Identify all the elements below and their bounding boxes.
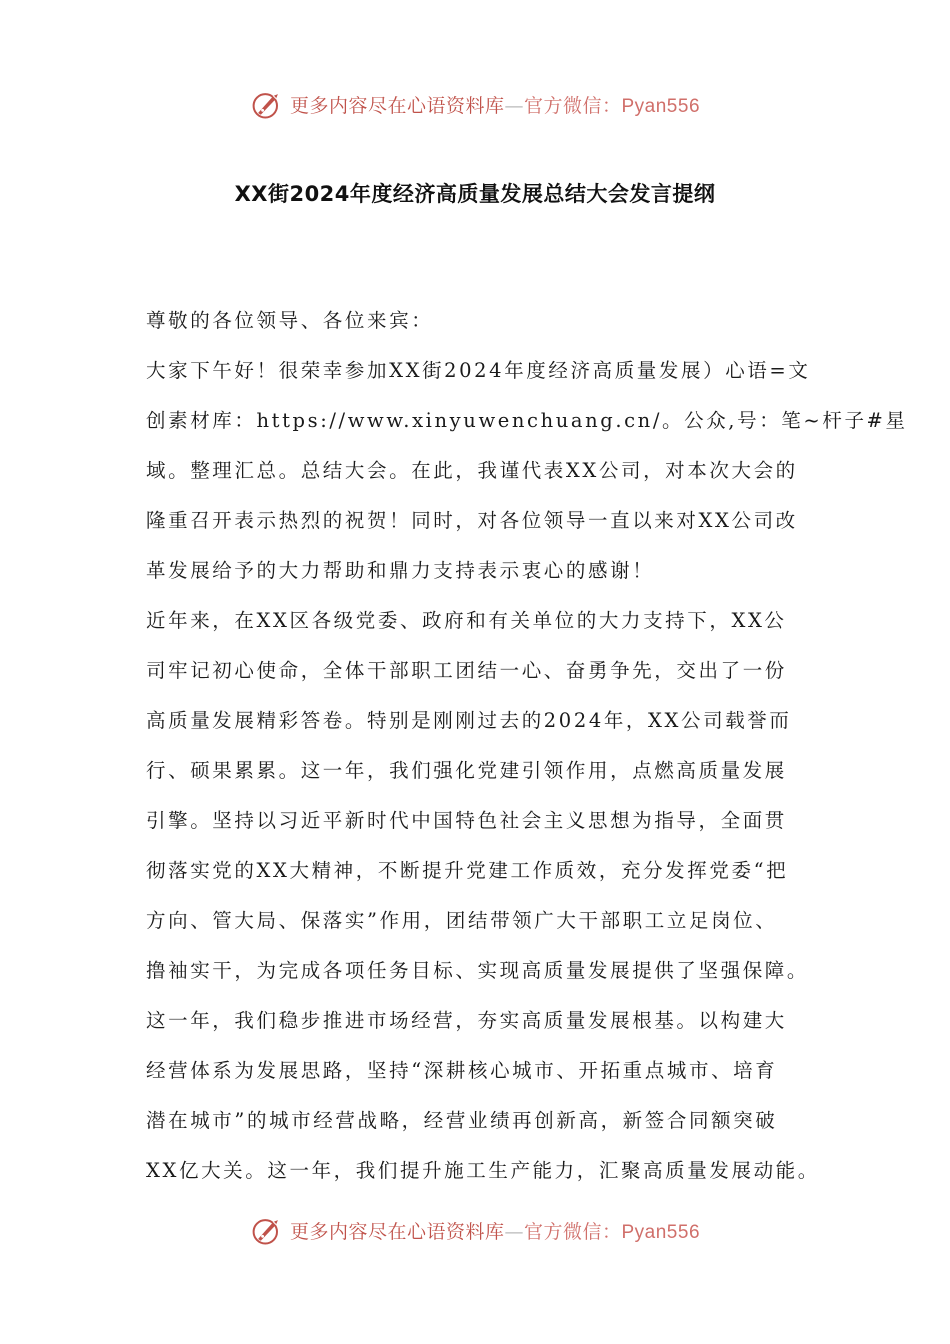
banner-dash: — — [504, 1220, 524, 1243]
body-line: 这一年，我们稳步推进市场经营，夯实高质量发展根基。以构建大 — [146, 1009, 787, 1032]
body-line: 行、硕果累累。这一年，我们强化党建引领作用，点燃高质量发展 — [146, 759, 787, 782]
pen-nib-logo-icon — [250, 1212, 286, 1248]
document-title: XX街2024年度经济高质量发展总结大会发言提纲 — [234, 182, 716, 206]
footer-watermark-banner — [0, 1208, 950, 1252]
banner-wechat-label: 官方微信： — [523, 94, 622, 117]
body-line: 引擎。坚持以习近平新时代中国特色社会主义思想为指导，全面贯 — [146, 809, 787, 832]
body-line: 尊敬的各位领导、各位来宾： — [146, 309, 434, 332]
banner-wechat-label: 官方微信： — [523, 1220, 622, 1243]
header-watermark-banner — [0, 82, 950, 126]
body-line: 司牢记初心使命，全体干部职工团结一心、奋勇争先，交出了一份 — [146, 659, 787, 682]
body-line: 域。整理汇总。总结大会。在此，我谨代表XX公司，对本次大会的 — [146, 459, 798, 482]
body-line: 潜在城市”的城市经营战略，经营业绩再创新高，新签合同额突破 — [146, 1109, 778, 1132]
body-line: 大家下午好！很荣幸参加XX街2024年度经济高质量发展）心语=文 — [146, 359, 811, 382]
banner-text: 更多内容尽在心语资料库 — [289, 94, 505, 117]
body-line: 经营体系为发展思路，坚持“深耕核心城市、开拓重点城市、培育 — [146, 1059, 778, 1082]
body-line: 隆重召开表示热烈的祝贺！同时，对各位领导一直以来对XX公司改 — [146, 509, 798, 532]
body-line: 创素材库：https://www.xinyuwenchuang.cn/。公众,号：笔~杆子#星 — [146, 409, 908, 432]
banner-handle: Pyan556 — [621, 95, 701, 117]
body-line: 彻落实党的XX大精神，不断提升党建工作质效，充分发挥党委“把 — [146, 859, 789, 882]
banner-dash: — — [504, 94, 524, 117]
banner-handle: Pyan556 — [621, 1221, 701, 1243]
body-line: XX亿大关。这一年，我们提升施工生产能力，汇聚高质量发展动能。 — [146, 1159, 820, 1182]
body-line: 方向、管大局、保落实”作用，团结带领广大干部职工立足岗位、 — [146, 909, 778, 932]
pen-nib-logo-icon — [250, 86, 286, 122]
body-line: 撸袖实干，为完成各项任务目标、实现高质量发展提供了坚强保障。 — [146, 959, 810, 982]
document-body — [146, 296, 908, 1196]
banner-text: 更多内容尽在心语资料库 — [289, 1220, 505, 1243]
body-line: 近年来，在XX区各级党委、政府和有关单位的大力支持下，XX公 — [146, 609, 787, 632]
body-line: 革发展给予的大力帮助和鼎力支持表示衷心的感谢！ — [146, 559, 655, 582]
body-line: 高质量发展精彩答卷。特别是刚刚过去的2024年，XX公司载誉而 — [146, 709, 792, 732]
